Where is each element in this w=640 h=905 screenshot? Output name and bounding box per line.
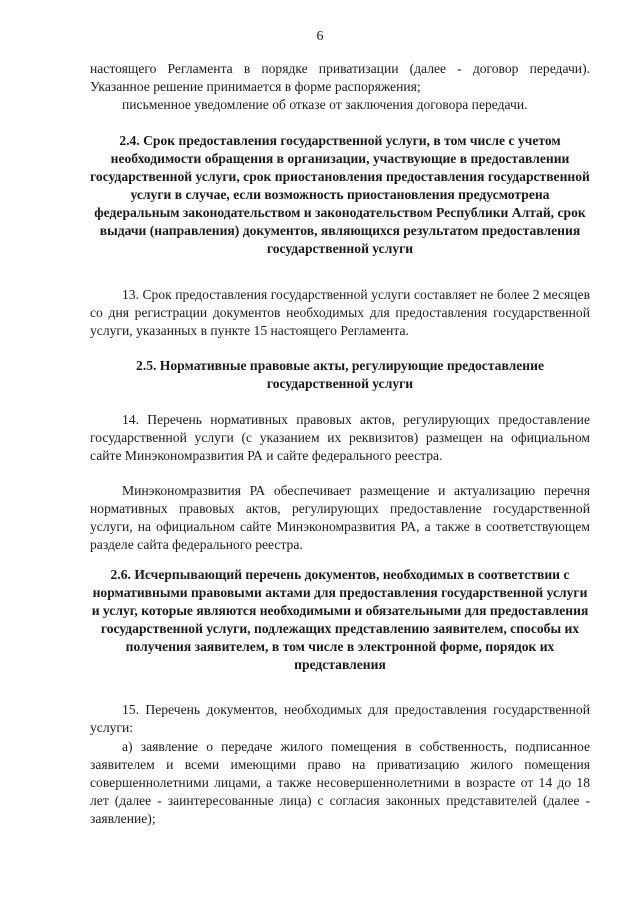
intro-paragraph-refusal: письменное уведомление об отказе от заключения договора передачи.: [122, 97, 528, 112]
paragraph-13: 13. Срок предоставления государственной услуги составляет не более 2 месяцев со дня регистрации документов необходимых для предоставления государственной услуги, указанных в пункте 15 настоящего Регламента.: [90, 287, 590, 338]
section-2-4-heading: 2.4. Срок предоставления государственной услуги, в том числе с учетом необходимости обращения в организации, участвующие в предоставлении государственной услуги, срок приостановления предоставления государственной услуги в случае, если возможность приостановления предусмотрена федеральным законодательством и законодательством Республики Алтай, срок выдачи (направления) документов, являющихся результатом предоставления государственной услуги: [90, 133, 590, 256]
paragraph-14-second: Минэкономразвития РА обеспечивает размещение и актуализацию перечня нормативных правовых актов, регулирующих предоставление государственной услуги, на официальном сайте Минэкономразвития РА, а также в соответствующем разделе сайта федерального реестра.: [90, 483, 590, 552]
section-2-6-heading: 2.6. Исчерпывающий перечень документов, необходимых в соответствии с нормативными правовыми актами для предоставления государственной услуги и услуг, которые являются необходимыми и обязательными для предоставления государственной услуги, подлежащих представлению заявителем, способы их получения заявителем, в том числе в электронной форме, порядок их представления: [91, 567, 589, 672]
page-number: 6: [316, 29, 324, 44]
paragraph-15: 15. Перечень документов, необходимых для предоставления государственной услуги:: [90, 702, 590, 735]
section-2-5-heading: 2.5. Нормативные правовые акты, регулирующие предоставление государственной услуги: [136, 358, 544, 391]
paragraph-15-a: а) заявление о передаче жилого помещения в собственность, подписанное заявителем и всеми имеющими право на приватизацию жилого помещения совершеннолетними лицами, а также несовершеннолетними в возрасте от 14 до 18 лет (далее - заинтересованные лица) с согласия законных представителей (далее - заявление);: [90, 739, 590, 826]
intro-paragraph: настоящего Регламента в порядке приватизации (далее - договор передачи). Указанное решение принимается в форме распоряжения;: [90, 61, 590, 94]
paragraph-14: 14. Перечень нормативных правовых актов, регулирующих предоставление государственной услуги (с указанием их реквизитов) размещен на официальном сайте Минэкономразвития РА и сайте федерального реестра.: [90, 412, 590, 463]
